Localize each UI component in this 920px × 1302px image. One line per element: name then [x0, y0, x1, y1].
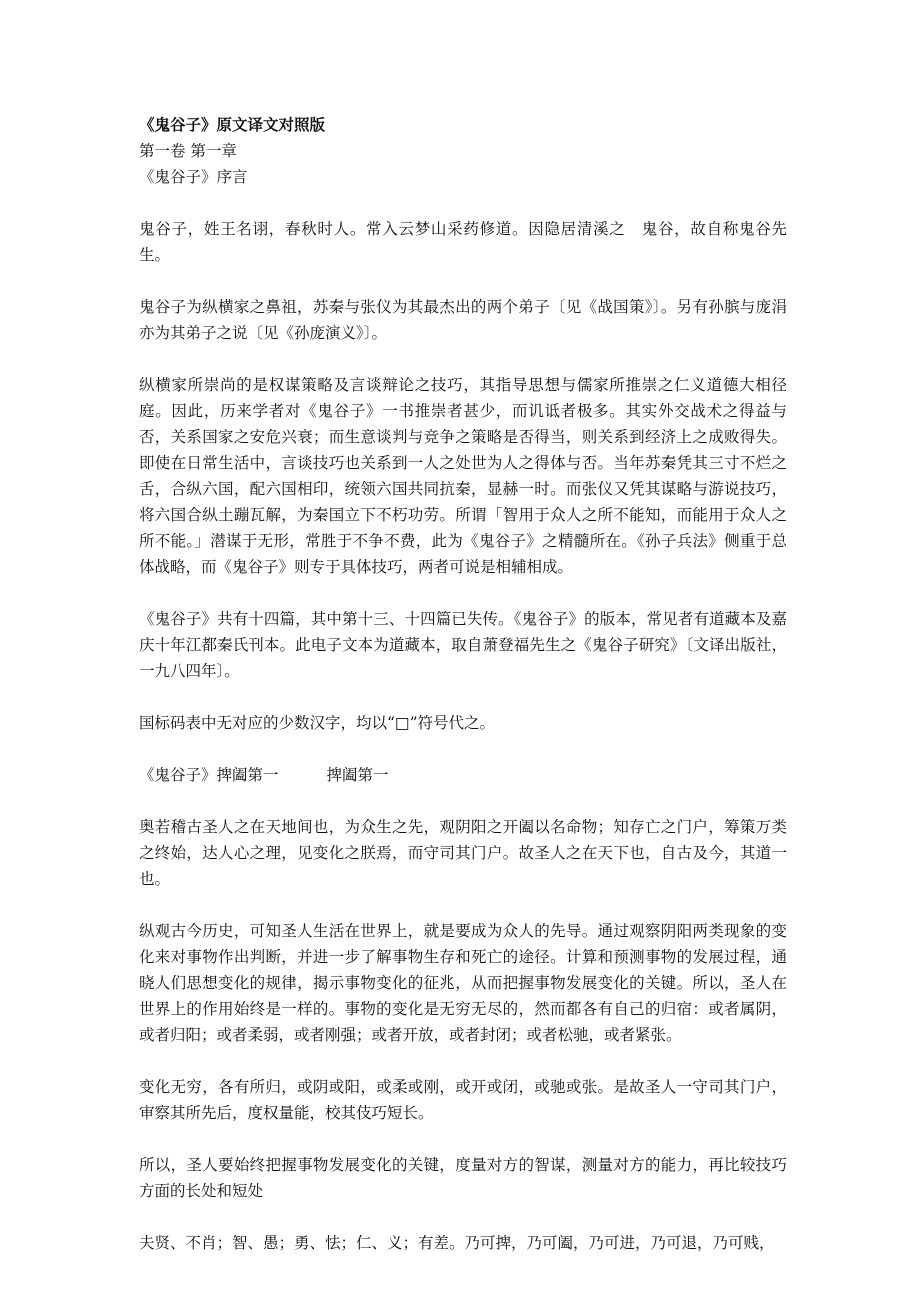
- paragraph-intro: 鬼谷子，姓王名诩，春秋时人。常入云梦山采药修道。因隐居清溪之 鬼谷，故自称鬼谷先生。: [139, 220, 787, 264]
- preface-heading: 《鬼谷子》序言: [139, 168, 248, 186]
- spacer: [139, 684, 787, 710]
- paragraph-editions: 《鬼谷子》共有十四篇，其中第十三、十四篇已失传。《鬼谷子》的版本，常见者有道藏本及嘉庆十年江都秦氏刊本。此电子文本为道藏本，取自萧登福先生之《鬼谷子研究》〔文译出版社，一九八四年〕。: [139, 610, 787, 680]
- spacer: [139, 268, 787, 294]
- paragraph-disciples: 鬼谷子为纵横家之鼻祖，苏秦与张仪为其最杰出的两个弟子〔见《战国策》〕。另有孙膑与庞涓亦为其弟子之说〔见《孙庞演义》〕。: [139, 298, 787, 342]
- spacer: [139, 346, 787, 372]
- spacer: [139, 1048, 787, 1074]
- spacer: [139, 788, 787, 814]
- paragraph-charset-note: 国标码表中无对应的少数汉字，均以“□”符号代之。: [139, 714, 495, 732]
- chapter-paragraph-original-2: 变化无穷，各有所归，或阴或阳，或柔或刚，或开或闭，或驰或张。是故圣人一守司其门户，审察其所先后，度权量能，校其伎巧短长。: [139, 1078, 787, 1122]
- spacer: [139, 892, 787, 918]
- document-page: [139, 112, 787, 1256]
- chapter-paragraph-original-3: 夫贤、不肖；智、愚；勇、怯；仁、义；有差。乃可捭，乃可阖，乃可进，乃可退，乃可贱，: [139, 1234, 775, 1252]
- spacer: [139, 736, 787, 762]
- chapter-heading-right: 捭阖第一: [326, 766, 389, 784]
- chapter-heading-left: 《鬼谷子》捭阖第一: [139, 766, 279, 784]
- paragraph-zonghengjia: 纵横家所崇尚的是权谋策略及言谈辩论之技巧，其指导思想与儒家所推崇之仁义道德大相径庭。因此，历来学者对《鬼谷子》一书推崇者甚少，而讥诋者极多。其实外交战术之得益与否，关系国家之安危兴衰；而生意谈判与竞争之策略是否得当，则关系到经济上之成败得失。即使在日常生活中，言谈技巧也关系到一人之处世为人之得体与否。当年苏秦凭其三寸不烂之舌，合纵六国，配六国相印，统领六国共同抗秦，显赫一时。而张仪又凭其谋略与游说技巧，将六国合纵土蹦瓦解，为秦国立下不朽功劳。所谓「智用于众人之所不能知，而能用于众人之所不能。」潜谋于无形，常胜于不争不费，此为《鬼谷子》之精髓所在。《孙子兵法》侧重于总体战略，而《鬼谷子》则专于具体技巧，两者可说是相辅相成。: [139, 376, 787, 576]
- chapter-paragraph-translation-1: 纵观古今历史，可知圣人生活在世界上，就是要成为众人的先导。通过观察阴阳两类现象的变化来对事物作出判断，并进一步了解事物生存和死亡的途径。计算和预测事物的发展过程，通晓人们思想变化的规律，揭示事物变化的征兆，从而把握事物发展变化的关键。所以，圣人在世界上的作用始终是一样的。事物的变化是无穷无尽的，然而都各有自己的归宿：或者属阴，或者归阳；或者柔弱，或者刚强；或者开放，或者封闭；或者松驰，或者紧张。: [139, 922, 787, 1044]
- chapter-heading: [139, 762, 787, 788]
- spacer: [139, 1126, 787, 1152]
- spacer: [139, 1204, 787, 1230]
- chapter-paragraph-original-1: 奥若稽古圣人之在天地间也，为众生之先，观阴阳之开阖以名命物；知存亡之门户，筹策万类之终始，达人心之理，见变化之朕焉，而守司其门户。故圣人之在天下也，自古及今，其道一也。: [139, 818, 787, 888]
- spacer: [139, 580, 787, 606]
- spacer: [139, 190, 787, 216]
- volume-heading: 第一卷 第一章: [139, 142, 237, 160]
- chapter-paragraph-translation-2: 所以，圣人要始终把握事物发展变化的关键，度量对方的智谋，测量对方的能力，再比较技巧方面的长处和短处: [139, 1156, 787, 1200]
- document-title: 《鬼谷子》原文译文对照版: [139, 115, 326, 134]
